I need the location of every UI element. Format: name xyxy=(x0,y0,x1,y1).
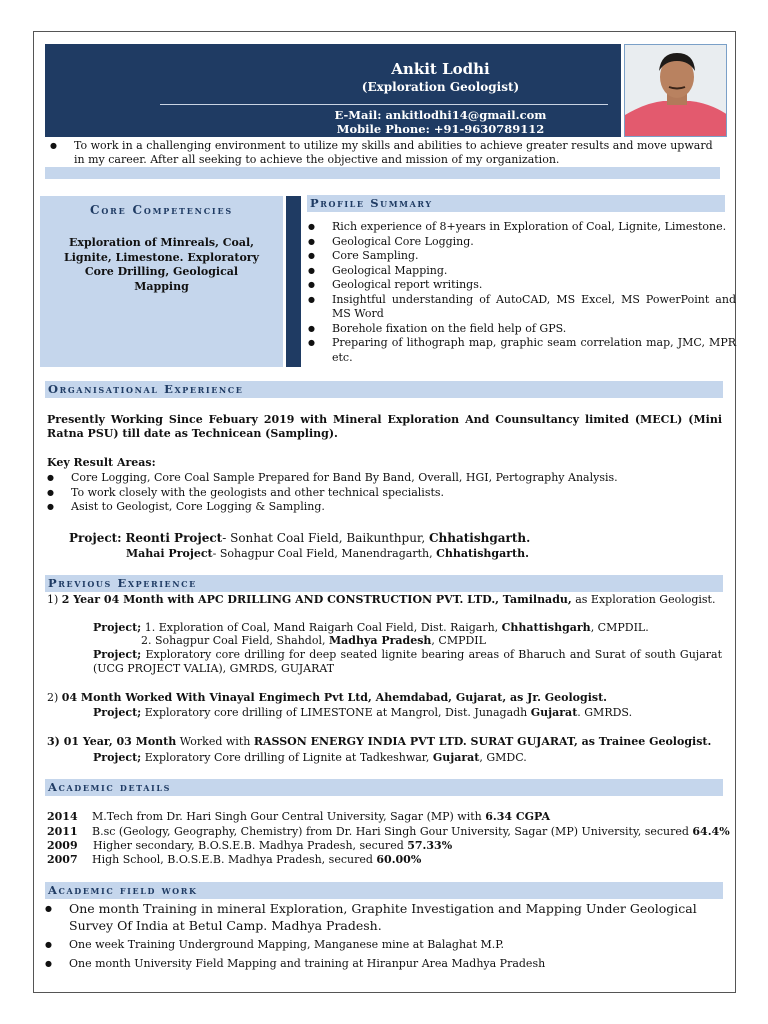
candidate-name: Ankit Lodhi xyxy=(391,60,490,78)
email: E-Mail: ankitlodhi14@gmail.com xyxy=(334,108,547,122)
objective-text: To work in a challenging environment to utilize my skills and abilities to achieve greater results and move upward in my career. After all seeking to achieve the objective and mission of my organization. xyxy=(74,139,713,166)
header-divider xyxy=(160,104,608,105)
list-item: ● Rich experience of 8+years in Exploration of Coal, Lignite, Limestone. xyxy=(308,220,736,235)
experience-2: 2) 04 Month Worked With Vinayal Engimech Pvt Ltd, Ahemdabad, Gujarat, as Jr. Geologist. xyxy=(47,691,607,704)
profile-photo xyxy=(624,44,727,137)
experience-1-project-2: 2. Sohagpur Coal Field, Shahdol, Madhya Pradesh, CMPDIL xyxy=(141,634,486,647)
experience-3-project: Project; Exploratory Core drilling of Lignite at Tadkeshwar, Gujarat, GMDC. xyxy=(93,751,527,764)
candidate-title: (Exploration Geologist) xyxy=(361,80,520,94)
current-position: Presently Working Since Febuary 2019 with Mineral Exploration And Counsultancy limited (MECL) (Mini Ratna PSU) till date as Technicean (Sampling). xyxy=(47,413,722,440)
list-item: ● One week Training Underground Mapping, Manganese mine at Balaghat M.P. xyxy=(45,938,725,953)
kra-label: Key Result Areas: xyxy=(47,456,156,469)
profile-summary-heading: Profile Summary xyxy=(307,195,725,212)
experience-1-project-1: Project; 1. Exploration of Coal, Mand Raigarh Coal Field, Dist. Raigarh, Chhattishgarh, CMPDIL. xyxy=(93,621,649,634)
core-competencies-heading: Core Competencies xyxy=(90,203,233,217)
academic-row: 2007 High School, B.O.S.E.B. Madhya Pradesh, secured 60.00% xyxy=(47,853,422,866)
objective: ● To work in a challenging environment to utilize my skills and abilities to achieve greater results and move upward in my career. After all seeking to achieve the objective and mission of my organization. xyxy=(45,139,725,167)
previous-experience-heading: Previous Experience xyxy=(45,575,723,592)
experience-2-project: Project; Exploratory core drilling of LIMESTONE at Mangrol, Dist. Junagadh Gujarat. GMRDS. xyxy=(93,706,633,719)
experience-3: 3) 01 Year, 03 Month Worked with RASSON ENERGY INDIA PVT LTD. SURAT GUJARAT, as Trainee Geologist. xyxy=(47,735,712,748)
core-competencies-text: Exploration of Minreals, Coal, Lignite, Limestone. Exploratory Core Drilling, Geological Mapping xyxy=(63,236,259,293)
core-competencies-box xyxy=(40,196,283,367)
academic-row: 2014 M.Tech from Dr. Hari Singh Gour Central University, Sagar (MP) with 6.34 CGPA xyxy=(47,810,551,823)
list-item: ● One month University Field Mapping and training at Hiranpur Area Madhya Pradesh xyxy=(45,957,725,972)
list-item: ● Preparing of lithograph map, graphic seam correlation map, JMC, MPR etc. xyxy=(308,336,736,365)
kra-list xyxy=(47,471,727,515)
experience-1-project-3: Project; Exploratory core drilling for deep seated lignite bearing areas of Bharuch and Surat of south Gujarat (UCG PROJECT VALIA), GMRDS, GUJARAT xyxy=(93,648,722,675)
header-banner xyxy=(45,44,621,137)
section-divider-bar xyxy=(45,167,720,179)
list-item: ● Borehole fixation on the field help of GPS. xyxy=(308,322,736,337)
list-item: ● One month Training in mineral Exploration, Graphite Investigation and Mapping Under Geological Survey Of India at Betul Camp. Madhya Pradesh. xyxy=(45,900,725,934)
list-item: ● Geological Core Logging. xyxy=(308,235,736,250)
list-item: ● Insightful understanding of AutoCAD, MS Excel, MS PowerPoint and MS Word xyxy=(308,293,736,322)
accent-strip xyxy=(286,196,301,367)
academic-row: 2009 Higher secondary, B.O.S.E.B. Madhya Pradesh, secured 57.33% xyxy=(47,839,453,852)
field-work-list-2 xyxy=(45,938,725,971)
project-line-1: Project: Reonti Project- Sonhat Coal Field, Baikunthpur, Chhatishgarth. xyxy=(69,531,531,545)
profile-summary-list xyxy=(308,220,736,365)
academic-details-heading: Academic details xyxy=(45,779,723,796)
list-item: ● To work closely with the geologists and other technical specialists. xyxy=(47,486,727,501)
list-item: ● Geological Mapping. xyxy=(308,264,736,279)
list-item: ● Geological report writings. xyxy=(308,278,736,293)
experience-1: 1) 2 Year 04 Month with APC DRILLING AND CONSTRUCTION PVT. LTD., Tamilnadu, as Exploration Geologist. xyxy=(47,593,716,606)
field-work-list xyxy=(45,900,725,934)
list-item: ● Core Sampling. xyxy=(308,249,736,264)
mobile-phone: Mobile Phone: +91-9630789112 xyxy=(336,122,545,136)
org-experience-heading: Organisational Experience xyxy=(45,381,723,398)
academic-row: 2011 B.sc (Geology, Geography, Chemistry) from Dr. Hari Singh Gour University, Sagar (MP) University, secured 64.4% xyxy=(47,825,730,838)
field-work-heading: Academic field work xyxy=(45,882,723,899)
project-line-2: Mahai Project- Sohagpur Coal Field, Manendragarth, Chhatishgarth. xyxy=(126,547,529,560)
list-item: ● Asist to Geologist, Core Logging & Sampling. xyxy=(47,500,727,515)
list-item: ● Core Logging, Core Coal Sample Prepared for Band By Band, Overall, HGI, Pertography Analysis. xyxy=(47,471,727,486)
